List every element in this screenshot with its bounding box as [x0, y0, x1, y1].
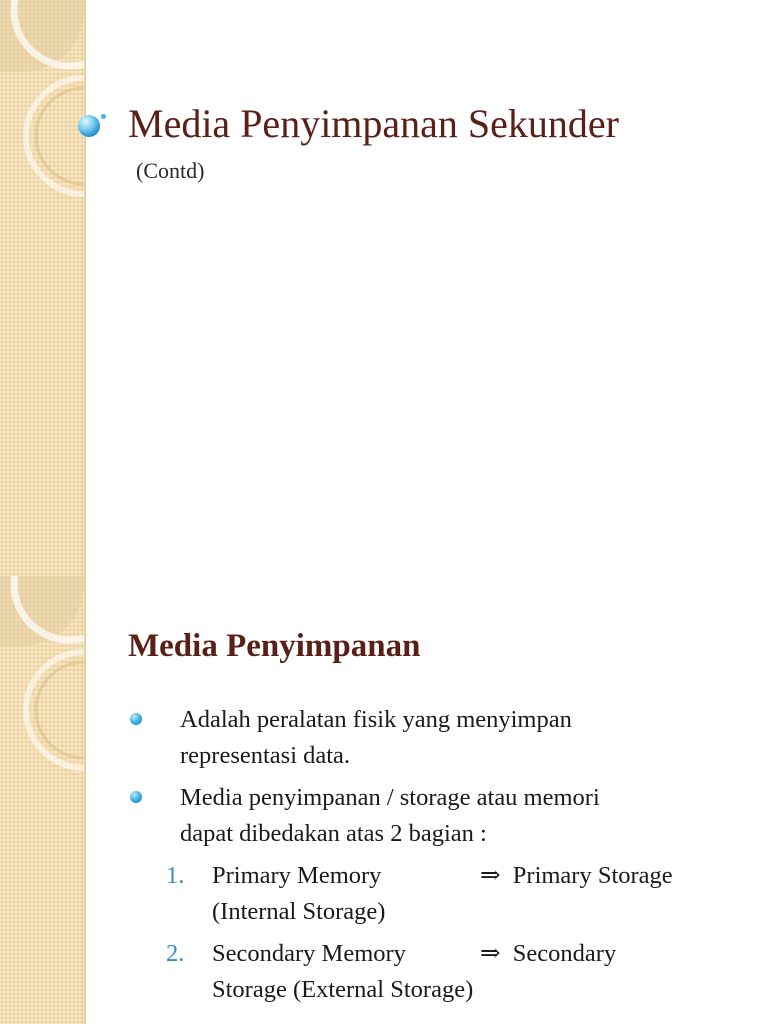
sidebar-edge — [84, 0, 86, 576]
item-line2: Storage (External Storage) — [212, 976, 474, 1003]
decorative-rings-icon — [0, 0, 84, 576]
content-heading: Media Penyimpanan — [128, 628, 421, 664]
bullet-dot-icon — [130, 791, 142, 803]
item-left-text: Secondary Memory — [212, 940, 406, 967]
item-right-text: Secondary — [512, 940, 617, 967]
item-right-text: Primary Storage — [512, 862, 673, 889]
bullet-text-line1: Adalah peralatan fisik yang menyimpan — [180, 706, 572, 733]
implies-arrow-icon: ⇒ — [480, 940, 501, 967]
implies-arrow-icon: ⇒ — [480, 862, 501, 889]
slide-title-text: Media Penyimpanan Sekunder — [128, 101, 619, 146]
item-number: 2. — [166, 940, 185, 967]
decorative-sidebar — [0, 576, 84, 1024]
bullet-dot-icon — [130, 713, 142, 725]
item-line2: (Internal Storage) — [212, 898, 386, 925]
bullet-text-line1: Media penyimpanan / storage atau memori — [180, 784, 600, 811]
bullet-text-line2: dapat dibedakan atas 2 bagian : — [180, 820, 487, 847]
decorative-sidebar — [0, 0, 84, 576]
sidebar-edge — [84, 576, 86, 1024]
decorative-rings-icon — [0, 576, 84, 1024]
bullet-text-line2: representasi data. — [180, 742, 351, 769]
item-left-text: Primary Memory — [212, 862, 382, 889]
title-bullet-orb-icon — [78, 115, 100, 137]
content-body — [128, 702, 738, 1014]
slide-subtitle: (Contd) — [136, 158, 205, 183]
title-bullet-small-dot-icon — [101, 114, 106, 119]
item-number: 1. — [166, 862, 185, 889]
slide-content — [0, 576, 768, 1024]
list-item — [128, 780, 738, 852]
list-item — [128, 702, 738, 774]
numbered-item — [128, 936, 738, 1008]
numbered-item — [128, 858, 738, 930]
